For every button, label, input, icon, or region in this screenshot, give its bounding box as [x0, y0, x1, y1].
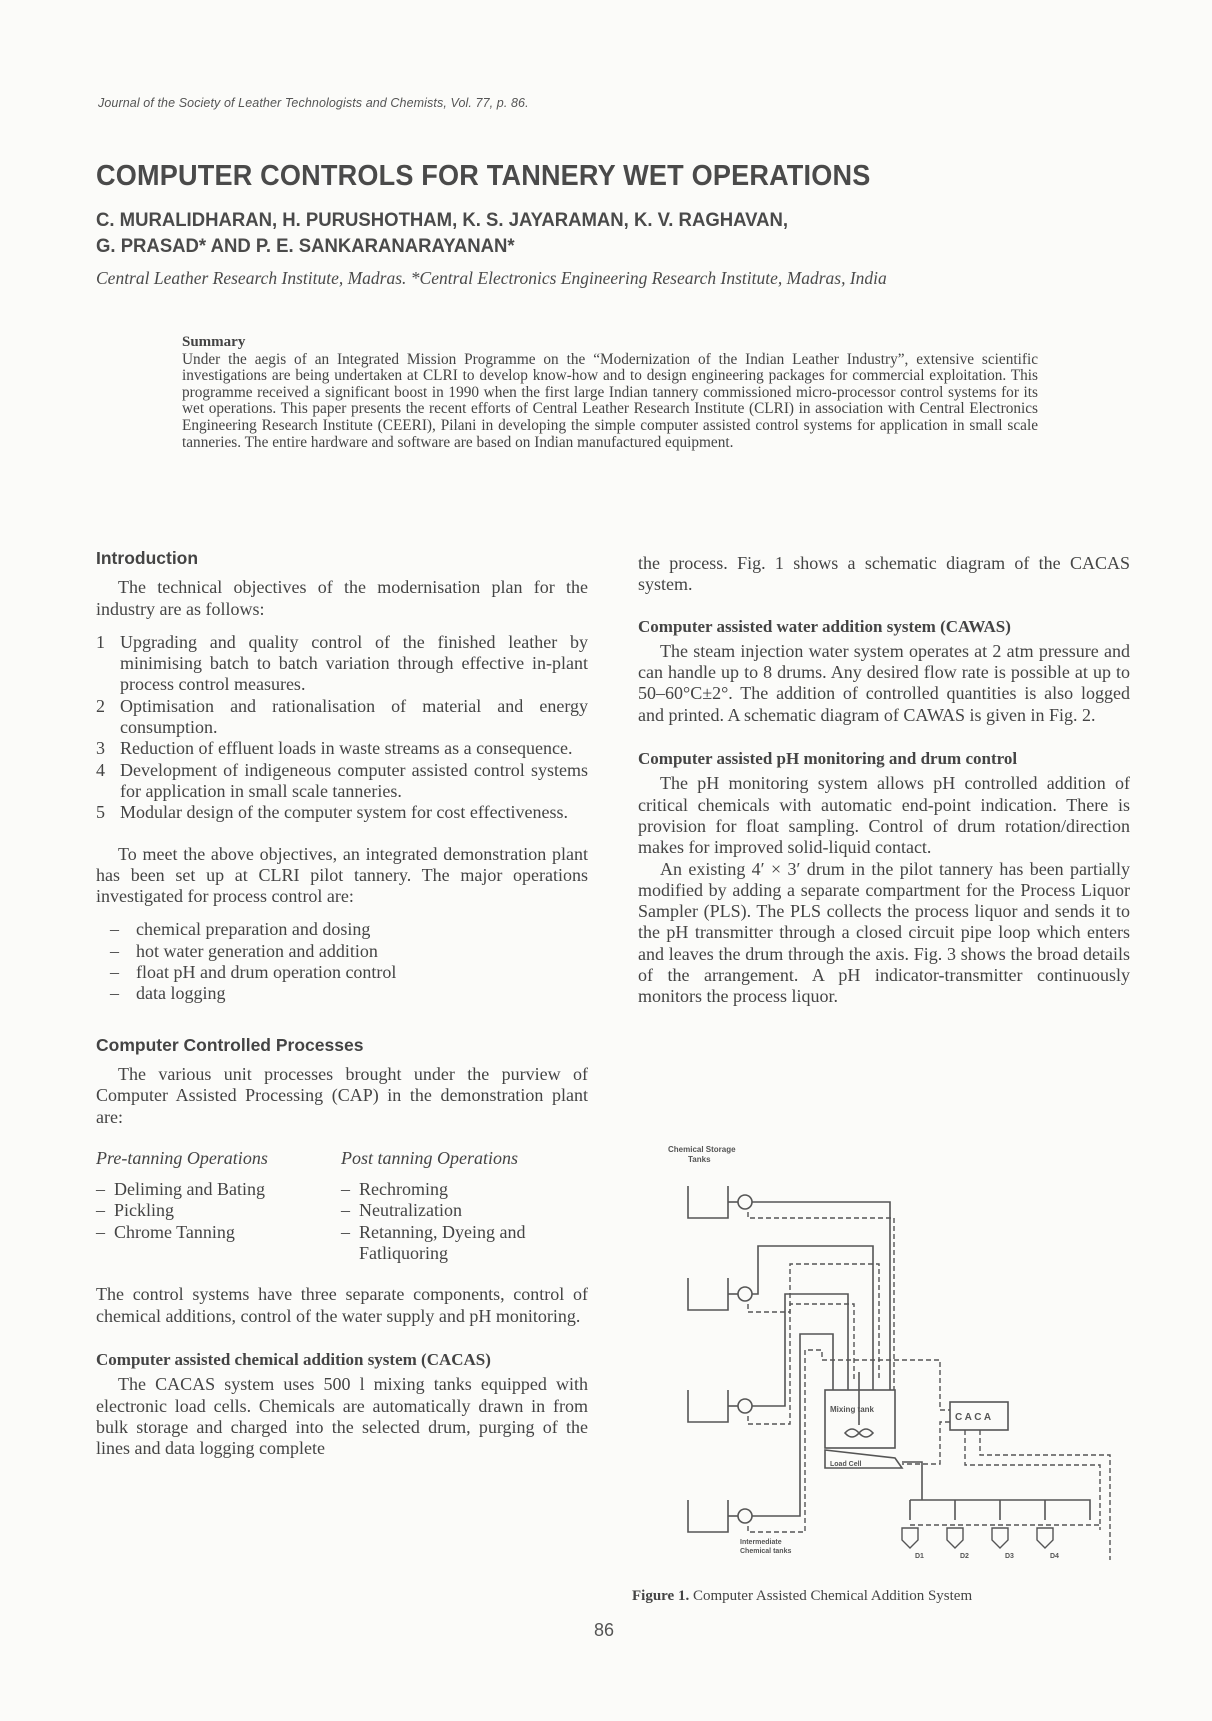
article-title: COMPUTER CONTROLS FOR TANNERY WET OPERATIONS: [96, 160, 871, 192]
post-tanning-item: – Retanning, Dyeing and Fatliquoring: [341, 1222, 588, 1265]
objective-number: 1: [96, 631, 105, 652]
summary-heading: Summary: [182, 334, 246, 350]
right-column: [638, 553, 1130, 1008]
operation-text: chemical preparation and dosing: [136, 919, 371, 940]
introduction-intro: The technical objectives of the modernisation plan for the industry are as follows:: [96, 577, 588, 619]
operation-item: – chemical preparation and dosing: [110, 919, 371, 940]
cawas-heading: Computer assisted water addition system (CAWAS): [638, 616, 1011, 636]
label-drum: D4: [1050, 1553, 1059, 1560]
caption-label: Figure 1.: [632, 1588, 690, 1604]
pre-tanning-item: – Chrome Tanning: [96, 1221, 235, 1242]
objective-text: Development of indigeneous computer assisted control systems for application in small scale tanneries.: [120, 759, 588, 801]
objective-text: Modular design of the computer system for cost effectiveness.: [120, 802, 569, 823]
objectives-list: [96, 632, 588, 824]
storage-tank-icon: [688, 1278, 728, 1310]
label-storage-tanks: Tanks: [688, 1155, 711, 1164]
cacas-schematic: [640, 1140, 1120, 1560]
post-tanning-text: Retanning, Dyeing and Fatliquoring: [359, 1221, 526, 1264]
pump-icon: [738, 1399, 752, 1413]
objective-item: [96, 738, 588, 759]
objective-number: 2: [96, 695, 105, 716]
label-drum: D1: [915, 1553, 924, 1560]
author-list: [96, 207, 788, 259]
pump-icon: [738, 1509, 752, 1523]
label-mixing-tank: Mixing tank: [830, 1405, 875, 1414]
objective-number: 5: [96, 802, 105, 823]
introduction-heading: Introduction: [96, 548, 199, 568]
label-load-cell: Load Cell: [830, 1461, 862, 1468]
left-column: [96, 548, 588, 1459]
storage-tank-icon: [688, 1390, 728, 1422]
post-tanning-column: [341, 1148, 588, 1264]
affiliation: Central Leather Research Institute, Madras. *Central Electronics Engineering Research Institute, Madras, India: [96, 268, 887, 288]
mixing-tank: [825, 1390, 895, 1448]
operation-item: – float pH and drum operation control: [110, 962, 397, 983]
label-drum: D2: [960, 1553, 969, 1560]
objective-number: 3: [96, 738, 105, 759]
objective-text: Upgrading and quality control of the finished leather by minimising batch to batch variation through effective in-plant process control measures.: [120, 631, 588, 695]
ph-para1: The pH monitoring system allows pH controlled addition of critical chemicals with automatic end-point indication. There is provision for float sampling. Control of drum rotation/direction makes for improved solid-liquid contact.: [638, 773, 1130, 858]
ph-heading: Computer assisted pH monitoring and drum control: [638, 749, 1018, 769]
cawas-text: The steam injection water system operates at 2 atm pressure and can handle up to 8 drums. Any desired flow rate is possible at up to 50–60°C±2°. The addition of controlled quantities is also logged and printed. A schematic diagram of CAWAS is given in Fig. 2.: [638, 640, 1130, 725]
objective-item: [96, 760, 588, 803]
post-tanning-text: Rechroming: [359, 1179, 448, 1200]
agitator-icon: [845, 1429, 873, 1437]
label-intermediate: Intermediate: [740, 1539, 782, 1546]
pump-icon: [738, 1287, 752, 1301]
label-drum: D3: [1005, 1553, 1014, 1560]
figure-1-diagram: [640, 1140, 1120, 1560]
summary-text: Under the aegis of an Integrated Mission Programme on the “Modernization of the Indian Leather Industry”, extensive scientific investigations are being undertaken at CLRI to develop know-how and to design engineering packages for commercial exploitation. This programme received a significant boost in 1990 when the first large Indian tannery commissioned micro-processor control systems for its wet operations. This paper presents the recent efforts of Central Leather Research Institute (CLRI) in association with Central Electronics Engineering Research Institute (CEERI), Pilani in developing the simple computer assisted control systems for application in small scale tanneries. The entire hardware and software are based on Indian manufactured equipment.: [182, 350, 1038, 451]
operations-table: [96, 1148, 588, 1264]
objective-item: [96, 802, 588, 823]
cacas-heading: Computer assisted chemical addition system (CACAS): [96, 1349, 491, 1369]
journal-citation: Journal of the Society of Leather Technologists and Chemists, Vol. 77, p. 86.: [98, 96, 529, 110]
operation-item: – hot water generation and addition: [110, 940, 378, 961]
operation-text: float pH and drum operation control: [136, 962, 397, 983]
ccp-para2: The control systems have three separate components, control of chemical additions, control of the water supply and pH monitoring.: [96, 1284, 588, 1326]
introduction-para2: To meet the above objectives, an integrated demonstration plant has been set up at CLRI pilot tannery. The major operations investigated for process control are:: [96, 843, 588, 907]
cacas-continued: the process. Fig. 1 shows a schematic diagram of the CACAS system.: [638, 553, 1130, 595]
ccp-heading: Computer Controlled Processes: [96, 1034, 364, 1055]
pre-tanning-heading: Pre-tanning Operations: [96, 1147, 268, 1168]
objective-number: 4: [96, 759, 105, 780]
objective-text: Optimisation and rationalisation of material and energy consumption.: [120, 695, 588, 738]
authors-line-1: C. MURALIDHARAN, H. PURUSHOTHAM, K. S. JAYARAMAN, K. V. RAGHAVAN,: [96, 209, 789, 231]
operations-list: [110, 919, 588, 1004]
post-tanning-heading: Post tanning Operations: [341, 1147, 519, 1168]
objective-item: [96, 696, 588, 739]
pump-icon: [738, 1195, 752, 1209]
cacas-text: The CACAS system uses 500 l mixing tanks equipped with electronic load cells. Chemicals are automatically drawn in from bulk storage and charged into the selected drum, purging of the lines and data logging complete: [96, 1374, 588, 1459]
pre-tanning-item: – Pickling: [96, 1200, 175, 1221]
post-tanning-item: – Neutralization: [341, 1200, 462, 1221]
storage-tank-icon: [688, 1186, 728, 1218]
pre-tanning-text: Pickling: [114, 1200, 175, 1221]
operation-text: data logging: [136, 983, 226, 1004]
page-number: 86: [594, 1620, 615, 1640]
storage-tank-icon: [688, 1500, 728, 1532]
summary-block: [182, 334, 1038, 451]
pre-tanning-text: Chrome Tanning: [114, 1221, 235, 1242]
label-controller: C A C A: [955, 1412, 992, 1423]
post-tanning-text: Neutralization: [359, 1200, 462, 1221]
post-tanning-item: – Rechroming: [341, 1179, 448, 1200]
ph-para2: An existing 4′ × 3′ drum in the pilot tannery has been partially modified by adding a separate compartment for the Process Liquor Sampler (PLS). The PLS collects the process liquor and sends it to the pH transmitter through a closed circuit pipe loop which enters and leaves the drum through the axis. Fig. 3 shows the broad details of the arrangement. A pH indicator-transmitter continuously monitors the process liquor.: [638, 858, 1130, 1007]
operation-item: – data logging: [110, 983, 226, 1004]
pre-tanning-text: Deliming and Bating: [114, 1179, 265, 1200]
objective-item: [96, 632, 588, 696]
figure-caption: [632, 1588, 972, 1605]
label-chemical-tanks: Chemical tanks: [740, 1548, 792, 1555]
operation-text: hot water generation and addition: [136, 940, 378, 961]
ccp-intro: The various unit processes brought under the purview of Computer Assisted Processing (CAP) in the demonstration plant are:: [96, 1063, 588, 1127]
label-storage: Chemical Storage: [668, 1145, 736, 1154]
authors-line-2: G. PRASAD* AND P. E. SANKARANARAYANAN*: [96, 235, 515, 257]
pre-tanning-item: – Deliming and Bating: [96, 1179, 265, 1200]
pre-tanning-column: [96, 1148, 341, 1264]
objective-text: Reduction of effluent loads in waste streams as a consequence.: [120, 738, 573, 759]
caption-text: Computer Assisted Chemical Addition System: [692, 1588, 973, 1604]
